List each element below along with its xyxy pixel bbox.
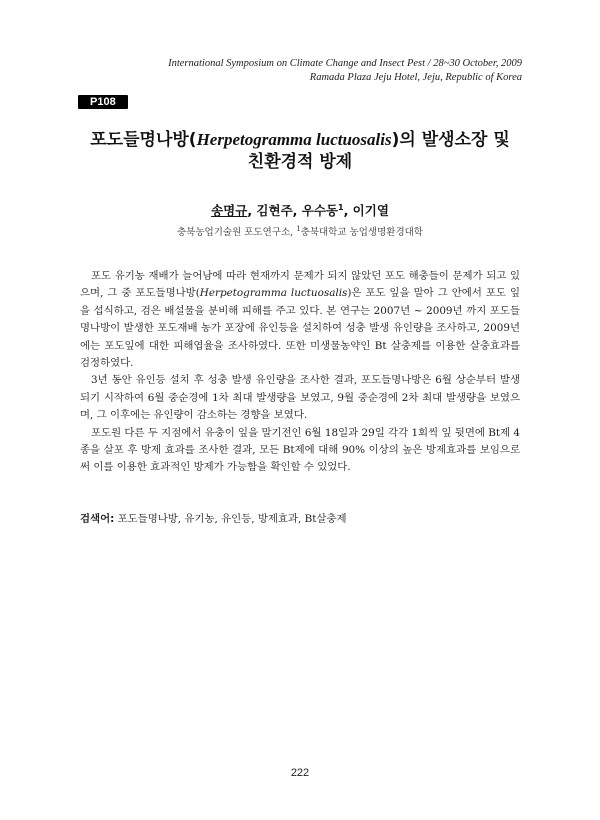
author-affiliation-mark: 1 bbox=[337, 203, 344, 212]
abstract-paragraph-3: 포도원 다른 두 지점에서 유충이 잎을 말기전인 6월 18일과 29일 각각 1회씩 잎 뒷면에 Bt제 4종을 살포 후 방제 효과를 조사한 결과, 모든 Bt제에 대해 90% 이상의 높은 방제효과를 보임으로써 이를 이용한 효과적인 방제가 가능함을 확인할 수 있었다. bbox=[80, 426, 520, 474]
affiliation-mark: 1 bbox=[296, 225, 301, 233]
title-scientific-name: Herpetogramma luctuosalis bbox=[196, 130, 392, 149]
presenting-author: 송명규 bbox=[211, 203, 248, 219]
poster-number-badge: P108 bbox=[78, 95, 128, 109]
conference-header-line-1: International Symposium on Climate Change and Insect Pest / 28~30 October, 2009 bbox=[168, 58, 522, 69]
paper-title-line-2: 친환경적 방제 bbox=[247, 152, 353, 172]
title-part-1: 포도들명나방( bbox=[90, 130, 197, 150]
co-authors-1: , 김현주, 우수동 bbox=[247, 203, 338, 219]
affiliation-2: 충북대학교 농업생명환경대학 bbox=[300, 227, 423, 239]
abstract-p1-start: 포도 유기농 재배가 늘어남에 따라 현재까지 문제가 되지 않았던 포도 해충들이 문제가 되고 있으며, 그 중 포도들명나방( bbox=[80, 270, 520, 300]
abstract-body bbox=[80, 268, 520, 477]
abstract-paragraph-2: 3년 동안 유인등 설치 후 성충 발생 유인량을 조사한 결과, 포도들명나방은 6월 상순부터 발생되기 시작하여 6월 중순경에 1차 최대 발생량을 보였고, 9월 중순경에 2차 최대 발생량을 보였으며, 그 이후에는 유인량이 감소하는 경향을 보였다. bbox=[80, 374, 520, 422]
author-list bbox=[60, 200, 540, 219]
conference-header-line-2: Ramada Plaza Jeju Hotel, Jeju, Republic of Korea bbox=[309, 72, 522, 83]
abstract-p1-end: )은 포도 잎을 말아 그 안에서 포도 잎을 섭식하고, 검은 배설물을 분비해 피해를 주고 있다. 본 연구는 2007년 ~ 2009년 까지 포도들명나방이 발생한 포도재배 농가 포장에 유인등을 설치하여 성충 발생 유인량을 조사하고, 2009년에는 포도잎에 대한 피해엽율을 조사하였다. 또한 미생물농약인 Bt 살충제를 이용한 살충효과를 검정하였다. bbox=[80, 287, 521, 370]
paper-title bbox=[60, 129, 540, 173]
keywords-label: 검색어: bbox=[80, 513, 115, 525]
author-affiliations bbox=[60, 223, 540, 239]
paper-title-line-1 bbox=[60, 129, 540, 151]
keywords-terms: 포도들명나방, 유기농, 유인등, 방제효과, Bt살충제 bbox=[114, 513, 347, 525]
keywords bbox=[80, 511, 520, 527]
abstract-paragraph-1 bbox=[80, 268, 520, 372]
title-part-2: )의 발생소장 및 bbox=[391, 130, 510, 150]
affiliation-1: 충북농업기술원 포도연구소, bbox=[177, 227, 297, 239]
co-authors-2: , 이기열 bbox=[343, 203, 389, 219]
conference-header bbox=[168, 57, 522, 85]
page-number: 222 bbox=[290, 767, 310, 779]
abstract-scientific-name: Herpetogramma luctuosalis bbox=[199, 287, 348, 300]
